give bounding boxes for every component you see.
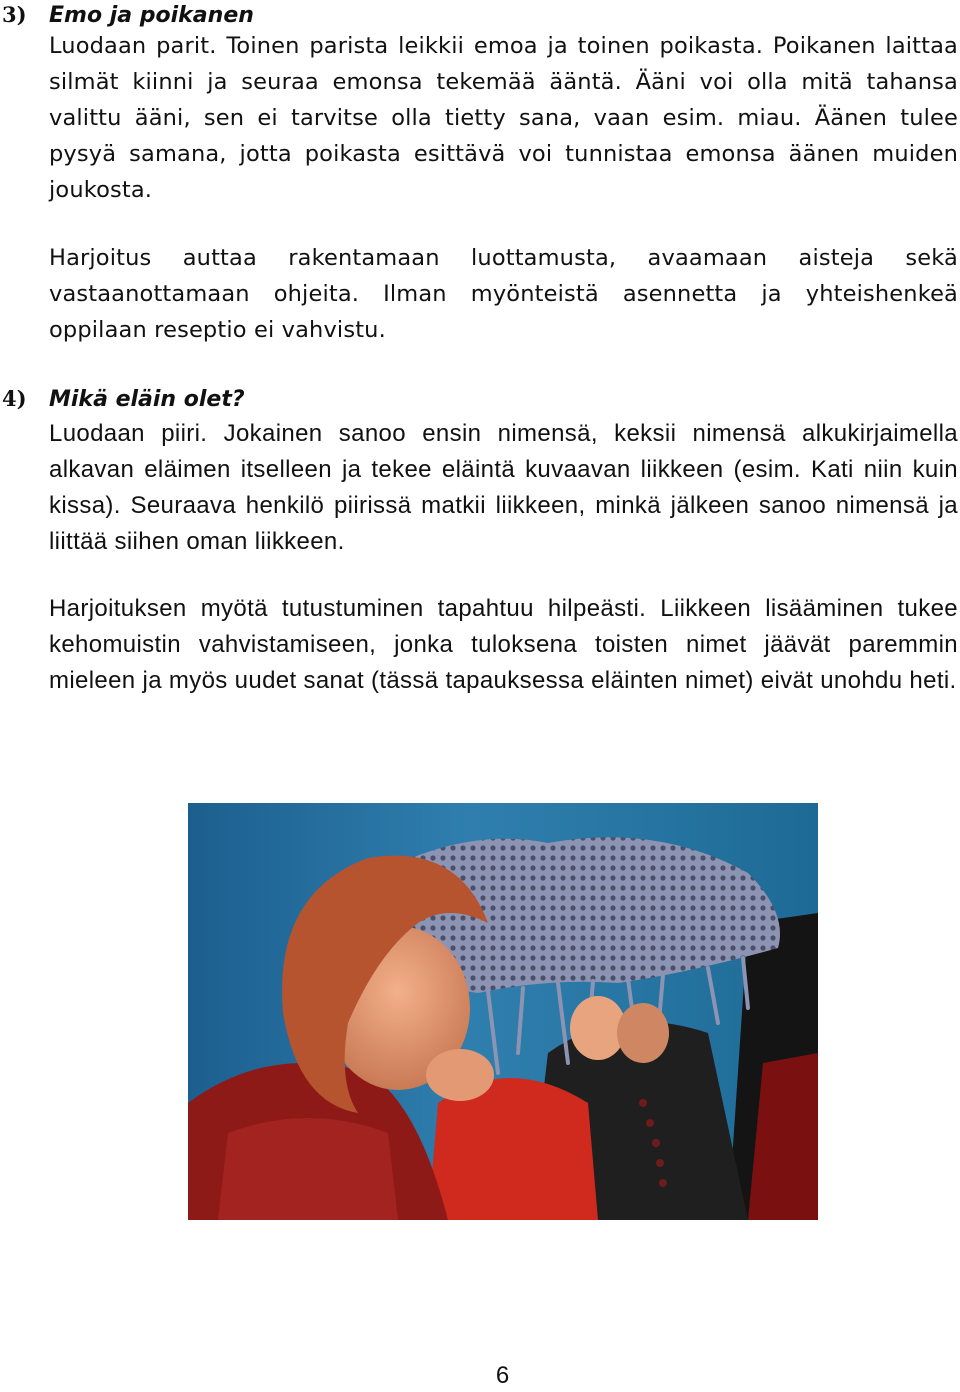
section-3-title: Emo ja poikanen	[49, 3, 254, 28]
section-3-paragraph-1: Luodaan parit. Toinen parista leikkii emoa ja toinen poikasta. Poikanen laittaa silmät kiinni ja seuraa emonsa tekemää ääntä. Ääni voi olla mitä tahansa valittu ääni, sen ei tarvitse olla tietty sana, vaan esim. miau. Äänen tulee pysyä samana, jotta poikasta esittävä voi tunnistaa emonsa äänen muiden joukosta.	[49, 33, 958, 203]
section-4-heading	[0, 384, 245, 415]
section-3-heading	[0, 0, 254, 31]
section-4-paragraph-1: Luodaan piiri. Jokainen sanoo ensin nimensä, keksii nimensä alkukirjaimella alkavan eläimen itselleen ja tekee eläintä kuvaavan liikkeen (esim. Kati niin kuin kissa). Seuraava henkilö piirissä matkii liikkeen, minkä jälkeen sanoo nimensä ja liittää siihen oman liikkeen.	[49, 420, 958, 555]
section-4-title: Mikä eläin olet?	[49, 387, 245, 412]
exercise-photo	[188, 803, 818, 1220]
section-3-number: 3)	[2, 2, 27, 27]
section-4-paragraph-2: Harjoituksen myötä tutustuminen tapahtuu hilpeästi. Liikkeen lisääminen tukee kehomuistin vahvistamiseen, jonka tuloksena toisten nimet jäävät paremmin mieleen ja myös uudet sanat (tässä tapauksessa eläinten nimet) eivät unohdu heti.	[49, 595, 958, 694]
section-4-number: 4)	[2, 386, 27, 411]
page-number: 6	[495, 1362, 510, 1389]
section-3-paragraph-2: Harjoitus auttaa rakentamaan luottamusta, avaamaan aisteja sekä vastaanottamaan ohjeita. Ilman myönteistä asennetta ja yhteishenkeä oppilaan reseptio ei vahvistu.	[49, 245, 958, 343]
